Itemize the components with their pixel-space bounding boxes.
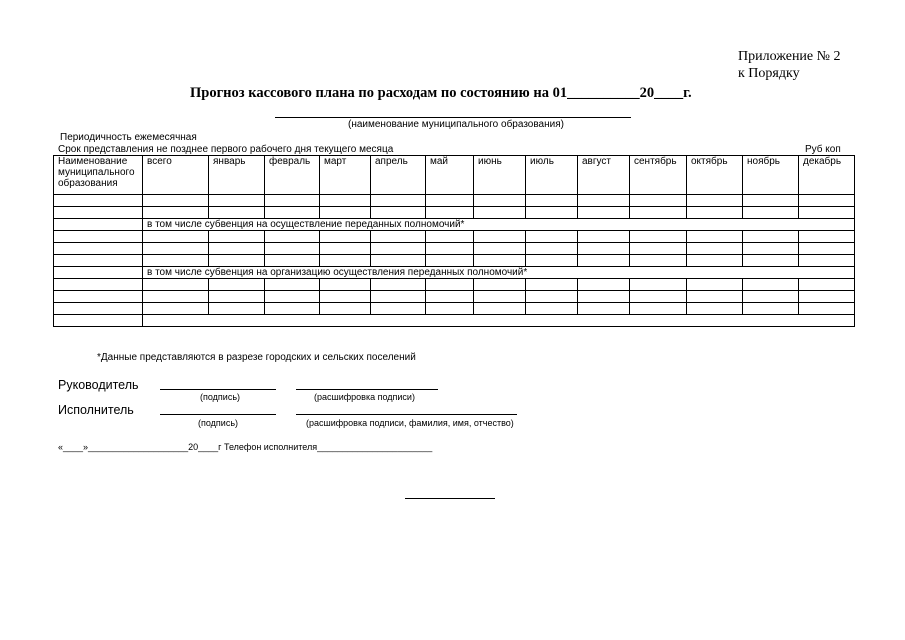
header-total: всего: [143, 156, 209, 195]
header-january: январь: [209, 156, 265, 195]
periodicity-text: Периодичность ежемесячная: [60, 132, 197, 143]
table-header-row: [54, 156, 855, 195]
executor-decode-caption: (расшифровка подписи, фамилия, имя, отчество): [306, 418, 514, 428]
units-text: Руб коп: [805, 144, 841, 155]
header-june: июнь: [474, 156, 526, 195]
appendix-line-1: Приложение № 2: [738, 49, 841, 64]
executor-sign-line: [160, 414, 276, 415]
table-row: [54, 255, 855, 267]
section-row-1: [54, 219, 855, 231]
header-december: декабрь: [799, 156, 855, 195]
section-1-label: в том числе субвенция на осуществление переданных полномочий*: [143, 219, 855, 231]
document-title: Прогноз кассового плана по расходам по состоянию на 01__________20____г.: [190, 85, 692, 101]
municipality-caption: (наименование муниципального образования): [348, 119, 564, 130]
bottom-separator: [405, 498, 495, 499]
header-february: февраль: [265, 156, 320, 195]
executor-decode-line: [296, 414, 517, 415]
table-row: [54, 315, 855, 327]
table-row: [54, 291, 855, 303]
head-sign-caption: (подпись): [200, 392, 241, 402]
municipality-line: [275, 117, 631, 118]
head-decode-caption: (расшифровка подписи): [314, 392, 415, 402]
table-row: [54, 207, 855, 219]
table-row: [54, 231, 855, 243]
header-municipality: Наименование муниципального образования: [54, 156, 143, 195]
table-row: [54, 195, 855, 207]
footnote: *Данные представляются в разрезе городских и сельских поселений: [97, 352, 416, 363]
header-october: октябрь: [687, 156, 743, 195]
table-row: [54, 279, 855, 291]
head-sign-line: [160, 389, 276, 390]
header-november: ноябрь: [743, 156, 799, 195]
head-decode-line: [296, 389, 438, 390]
executor-sign-caption: (подпись): [198, 418, 239, 428]
date-phone-line: «____»____________________20____г Телефон исполнителя_______________________: [58, 442, 433, 452]
head-label: Руководитель: [58, 378, 139, 392]
header-september: сентябрь: [630, 156, 687, 195]
appendix-line-2: к Порядку: [738, 66, 800, 81]
section-2-label: в том числе субвенция на организацию осуществления переданных полномочий*: [143, 267, 855, 279]
header-may: май: [426, 156, 474, 195]
cash-plan-table: [53, 155, 855, 327]
deadline-text: Срок представления не позднее первого рабочего дня текущего месяца: [58, 144, 394, 155]
table-row: [54, 243, 855, 255]
executor-label: Исполнитель: [58, 403, 134, 417]
section-row-2: [54, 267, 855, 279]
header-march: март: [320, 156, 371, 195]
header-april: апрель: [371, 156, 426, 195]
header-august: август: [578, 156, 630, 195]
header-july: июль: [526, 156, 578, 195]
table-row: [54, 303, 855, 315]
